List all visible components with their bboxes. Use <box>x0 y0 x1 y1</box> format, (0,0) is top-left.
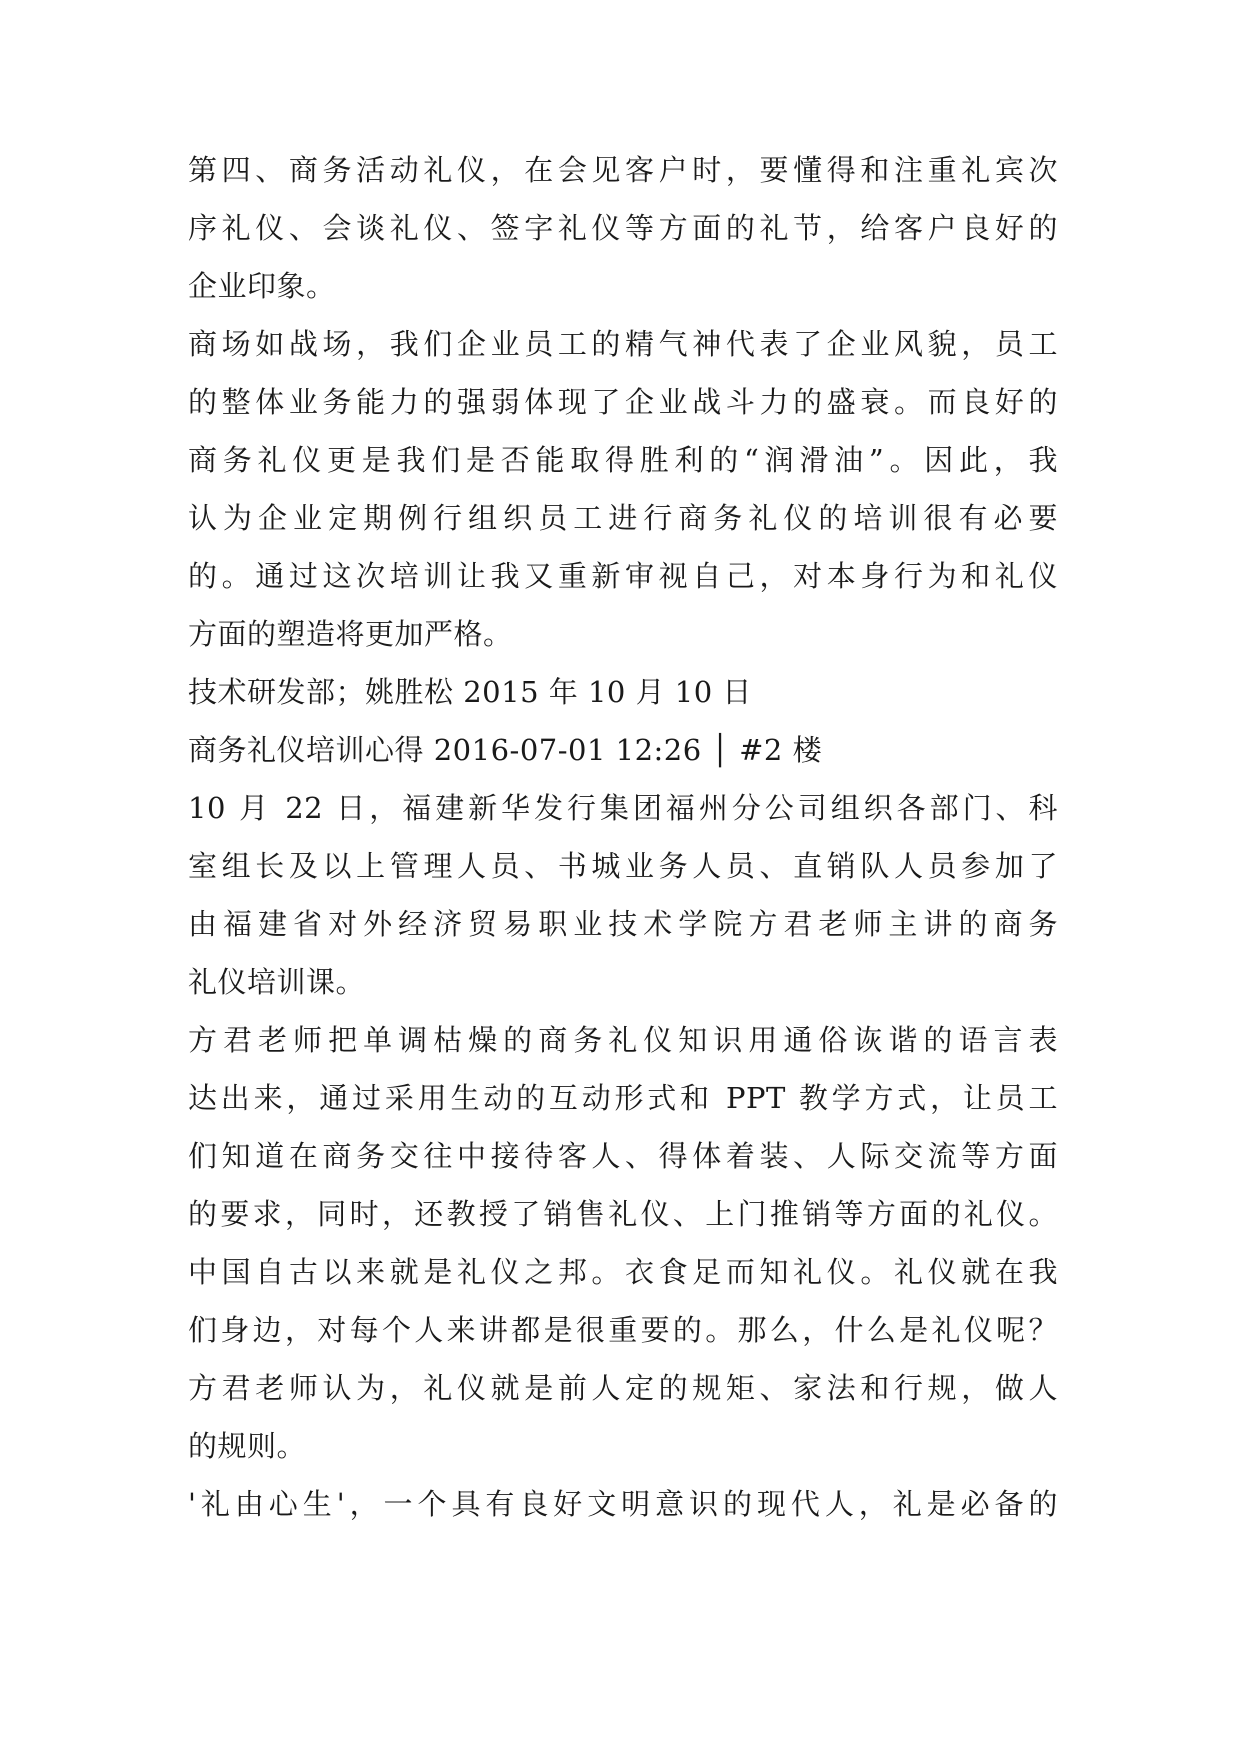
text-line: 礼仪培训课。 <box>188 965 366 999</box>
text-line: 企业印象。 <box>188 269 336 303</box>
text-line: 由福建省对外经济贸易职业技术学院方君老师主讲的商务 <box>188 907 1058 941</box>
text-line: 达出来，通过采用生动的互动形式和 PPT 教学方式，让员工 <box>188 1081 1058 1115</box>
text-line: 方面的塑造将更加严格。 <box>188 617 513 651</box>
text-line: 的要求，同时，还教授了销售礼仪、上门推销等方面的礼仪。 <box>188 1197 1058 1231</box>
text-line: 的。通过这次培训让我又重新审视自己，对本身行为和礼仪 <box>188 559 1058 593</box>
text-line: 序礼仪、会谈礼仪、签字礼仪等方面的礼节，给客户良好的 <box>188 211 1058 245</box>
text-line: 认为企业定期例行组织员工进行商务礼仪的培训很有必要 <box>188 501 1058 535</box>
text-line: 室组长及以上管理人员、书城业务人员、直销队人员参加了 <box>188 849 1058 883</box>
text-line: 第四、商务活动礼仪，在会见客户时，要懂得和注重礼宾次 <box>188 153 1058 187</box>
text-line: 商务礼仪更是我们是否能取得胜利的“润滑油”。因此，我 <box>188 443 1058 477</box>
post-header-line: 商务礼仪培训心得 2016-07-01 12:26 │ #2 楼 <box>188 733 823 767</box>
text-line: 的整体业务能力的强弱体现了企业战斗力的盛衰。而良好的 <box>188 385 1058 419</box>
text-line: '礼由心生'，一个具有良好文明意识的现代人，礼是必备的 <box>188 1487 1058 1521</box>
text-line: 中国自古以来就是礼仪之邦。衣食足而知礼仪。礼仪就在我 <box>188 1255 1058 1289</box>
signature-line: 技术研发部；姚胜松 2015 年 10 月 10 日 <box>188 675 752 709</box>
text-line: 商场如战场，我们企业员工的精气神代表了企业风貌，员工 <box>188 327 1058 361</box>
text-line: 方君老师把单调枯燥的商务礼仪知识用通俗诙谐的语言表 <box>188 1023 1058 1057</box>
text-line: 10 月 22 日，福建新华发行集团福州分公司组织各部门、科 <box>188 791 1058 825</box>
text-line: 们身边，对每个人来讲都是很重要的。那么，什么是礼仪呢？ <box>188 1313 1058 1347</box>
text-line: 方君老师认为，礼仪就是前人定的规矩、家法和行规，做人 <box>188 1371 1058 1405</box>
text-line: 们知道在商务交往中接待客人、得体着装、人际交流等方面 <box>188 1139 1058 1173</box>
text-line: 的规则。 <box>188 1429 307 1463</box>
